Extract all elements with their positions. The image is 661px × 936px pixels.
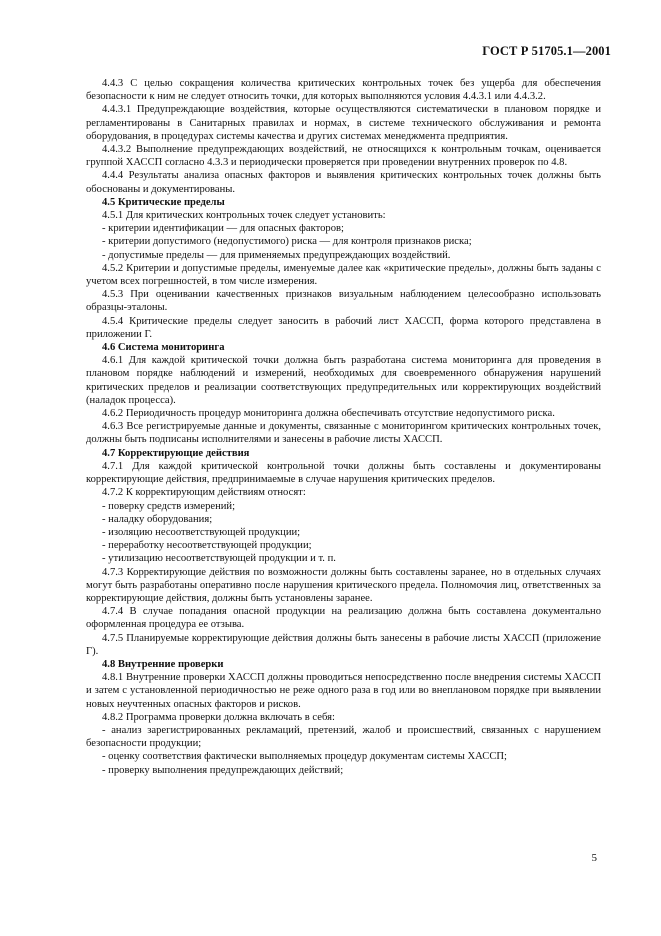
section-heading: 4.7 Корректирующие действия <box>102 447 250 459</box>
paragraph: - наладку оборудования; <box>102 513 213 525</box>
paragraph: 4.8.1 Внутренние проверки ХАССП должны проводиться непосредственно после внедрения системы ХАССП и затем с установленной периодичностью не реже одного раза в год или во внеплановом порядке при выявлении новых неучтенных опасных факторов и рисков. <box>86 672 601 710</box>
paragraph: 4.5.3 При оценивании качественных признаков визуальным наблюдением целесообразно использовать образцы-эталоны. <box>86 289 601 314</box>
paragraph: 4.6.2 Периодичность процедур мониторинга должна обеспечивать отсутствие недопустимого риска. <box>102 408 555 420</box>
paragraph: 4.7.1 Для каждой критической контрольной точки должны быть составлены и документированы корректирующие действия, предпринимаемые в случае нарушения критических пределов. <box>86 460 601 486</box>
paragraph: 4.7.5 Планируемые корректирующие действия должны быть занесены в рабочие листы ХАССП (приложение Г). <box>86 632 601 657</box>
paragraph: 4.7.2 К корректирующим действиям относят: <box>102 487 306 499</box>
paragraph: - оценку соответствия фактически выполняемых процедур документам системы ХАССП; <box>102 751 507 763</box>
paragraph: - проверку выполнения предупреждающих действий; <box>102 764 344 776</box>
document-header: ГОСТ Р 51705.1—2001 <box>482 44 611 58</box>
paragraph: 4.4.4 Результаты анализа опасных факторов и выявления критических контрольных точек должны быть обоснованы и документированы. <box>86 170 601 195</box>
paragraph: 4.6.3 Все регистрируемые данные и документы, связанные с мониторингом критических контрольных точек, должны быть подписаны исполнителями и занесены в рабочие листы ХАССП. <box>86 421 601 446</box>
paragraph: - анализ зарегистрированных рекламаций, претензий, жалоб и происшествий, связанных с нарушением безопасности продукции; <box>86 724 601 750</box>
paragraph: 4.4.3.2 Выполнение предупреждающих воздействий, не относящихся к контрольным точкам, оценивается группой ХАССП согласно 4.3.3 и периодически проверяется при проведении внутренних проверок по 4.8. <box>86 144 601 169</box>
paragraph: - поверку средств измерений; <box>102 500 236 512</box>
paragraph: - критерии допустимого (недопустимого) риска — для контроля признаков риска; <box>102 236 472 248</box>
paragraph: - переработку несоответствующей продукции; <box>102 540 312 552</box>
section-heading: 4.6 Система мониторинга <box>102 342 225 354</box>
paragraph: - допустимые пределы — для применяемых предупреждающих воздействий. <box>102 249 451 261</box>
paragraph: 4.7.3 Корректирующие действия по возможности должны быть составлены заранее, но в отдельных случаях могут быть разработаны оперативно после нарушения критического предела. Полномочия лиц, ответственных за корректирующие действия, должны быть установлены заранее. <box>86 566 601 604</box>
paragraph: 4.7.4 В случае попадания опасной продукции на реализацию должна быть составлена документально оформленная процедура ее отзыва. <box>86 606 601 631</box>
section-heading: 4.5 Критические пределы <box>102 196 225 208</box>
paragraph: 4.4.3 С целью сокращения количества критических контрольных точек без ущерба для обеспечения безопасности к ним не следует относить точки, для которых выполняются условия 4.4.3.1 или 4.4.3.2. <box>86 78 601 103</box>
paragraph: - изоляцию несоответствующей продукции; <box>102 526 301 538</box>
paragraph: 4.8.2 Программа проверки должна включать в себя: <box>102 711 335 723</box>
paragraph: - критерии идентификации — для опасных факторов; <box>102 223 344 235</box>
document-body <box>86 77 601 777</box>
paragraph: 4.5.4 Критические пределы следует заносить в рабочий лист ХАССП, форма которого представлена в приложении Г. <box>86 315 601 340</box>
paragraph: - утилизацию несоответствующей продукции и т. п. <box>102 553 336 565</box>
page-number: 5 <box>591 852 597 864</box>
section-heading: 4.8 Внутренние проверки <box>102 658 224 670</box>
paragraph: 4.5.2 Критерии и допустимые пределы, именуемые далее как «критические пределы», должны быть заданы с учетом всех погрешностей, в том числе измерения. <box>86 262 601 288</box>
paragraph: 4.5.1 Для критических контрольных точек следует установить: <box>102 210 386 222</box>
paragraph: 4.4.3.1 Предупреждающие воздействия, которые осуществляются систематически в плановом порядке и регламентированы в Санитарных правилах и нормах, в системе технического обслуживания и ремонта оборудования, в процедурах системы качества и других системах менеджмента предприятия. <box>86 104 601 142</box>
paragraph: 4.6.1 Для каждой критической точки должна быть разработана система мониторинга для проведения в плановом порядке наблюдений и измерений, необходимых для своевременного обнаружения нарушений критических пределов и реализации соответствующих предупредительных или корректирующих воздействий (наладок процесса). <box>86 355 601 406</box>
